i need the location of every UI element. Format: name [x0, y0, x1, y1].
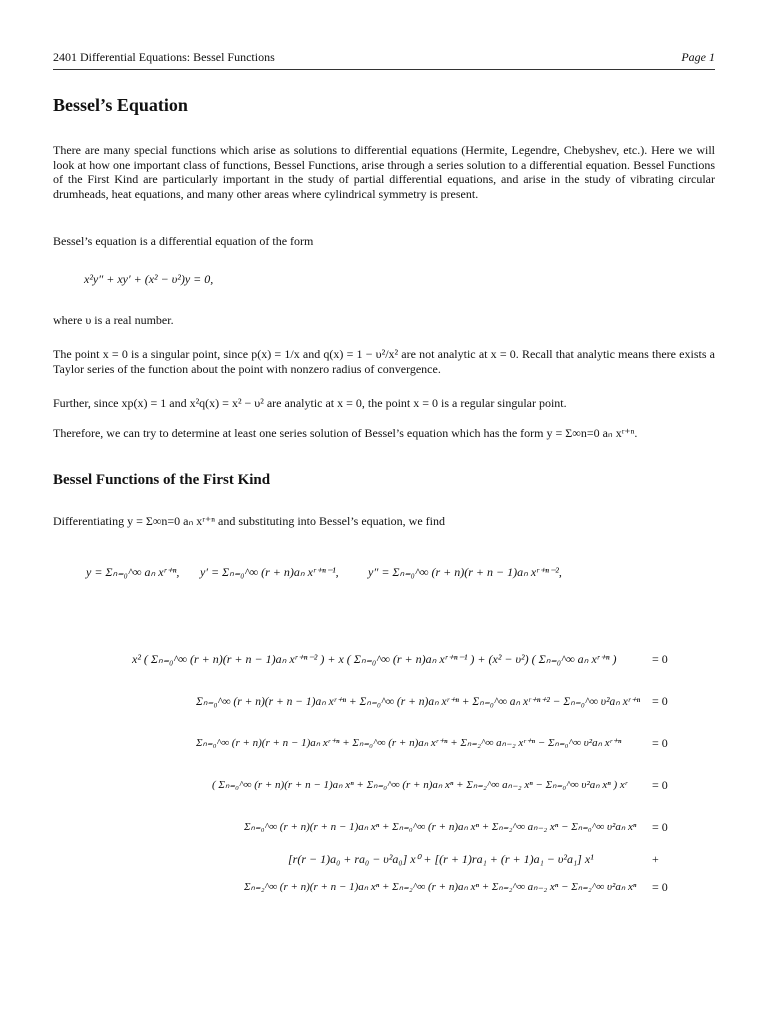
- aligned-equation-line-3: Σₙ₌₀^∞ (r + n)(r + n − 1)aₙ xʳ⁺ⁿ + Σₙ₌₀^∞ (r + n)aₙ xʳ⁺ⁿ + Σₙ₌₂^∞ aₙ₋₂ xʳ⁺ⁿ − Σₙ₌₀^∞ υ²aₙ xʳ⁺ⁿ: [196, 737, 622, 749]
- series-y-double-prime: y″ = Σₙ₌₀^∞ (r + n)(r + n − 1)aₙ xʳ⁺ⁿ⁻²,: [368, 565, 562, 579]
- series-form-paragraph: Therefore, we can try to determine at least one series solution of Bessel’s equation which has the form y = Σ∞n=0 aₙ xʳ⁺ⁿ.: [53, 426, 638, 440]
- aligned-equation-rhs-7: = 0: [652, 880, 668, 894]
- form-sentence: Bessel’s equation is a differential equation of the form: [53, 234, 314, 248]
- page-number: Page 1: [681, 50, 715, 64]
- aligned-equation-line-7: Σₙ₌₂^∞ (r + n)(r + n − 1)aₙ xⁿ + Σₙ₌₂^∞ (r + n)aₙ xⁿ + Σₙ₌₂^∞ aₙ₋₂ xⁿ − Σₙ₌₂^∞ υ²aₙ xⁿ: [244, 881, 637, 893]
- regular-singular-paragraph: Further, since xp(x) = 1 and x²q(x) = x² − υ² are analytic at x = 0, the point x = 0 is a regular singular point.: [53, 396, 567, 410]
- running-header: [53, 50, 715, 68]
- singular-point-paragraph: The point x = 0 is a singular point, since p(x) = 1/x and q(x) = 1 − υ²/x² are not analytic at x = 0. Recall that analytic means there exists a Taylor series of the function about the point with nonzero radius of convergence.: [53, 347, 715, 376]
- aligned-equation-rhs-3: = 0: [652, 736, 668, 750]
- where-sentence: where υ is a real number.: [53, 313, 174, 327]
- series-y: y = Σₙ₌₀^∞ aₙ xʳ⁺ⁿ,: [86, 565, 180, 579]
- course-title: 2401 Differential Equations: Bessel Functions: [53, 50, 275, 64]
- aligned-equation-line-1: x² ( Σₙ₌₀^∞ (r + n)(r + n − 1)aₙ xʳ⁺ⁿ⁻² ) + x ( Σₙ₌₀^∞ (r + n)aₙ xʳ⁺ⁿ⁻¹ ) + (x² − υ²) ( Σₙ₌₀^∞ aₙ xʳ⁺ⁿ ): [132, 652, 617, 666]
- bessel-equation: x²y″ + xy′ + (x² − υ²)y = 0,: [84, 272, 214, 286]
- aligned-equation-line-5: Σₙ₌₀^∞ (r + n)(r + n − 1)aₙ xⁿ + Σₙ₌₀^∞ (r + n)aₙ xⁿ + Σₙ₌₂^∞ aₙ₋₂ xⁿ − Σₙ₌₀^∞ υ²aₙ xⁿ: [244, 821, 637, 833]
- aligned-equation-line-2: Σₙ₌₀^∞ (r + n)(r + n − 1)aₙ xʳ⁺ⁿ + Σₙ₌₀^∞ (r + n)aₙ xʳ⁺ⁿ + Σₙ₌₀^∞ aₙ xʳ⁺ⁿ⁺² − Σₙ₌₀^∞ υ²aₙ xʳ⁺ⁿ: [196, 696, 641, 708]
- series-y-prime: y′ = Σₙ₌₀^∞ (r + n)aₙ xʳ⁺ⁿ⁻¹,: [200, 565, 339, 579]
- intro-paragraph: There are many special functions which arise as solutions to differential equations (Hermite, Legendre, Chebyshev, etc.). Here we will look at how one important class of functions, Bessel Functions, arise through a series solution to a differential equation. Bessel Functions of the First Kind are particularly important in the study of partial differential equations, and arise in the study of vibrating circular drumheads, heat equations, and many other areas where cylindrical symmetry is present.: [53, 143, 715, 201]
- aligned-equation-rhs-2: = 0: [652, 694, 668, 708]
- aligned-equation-line-6: [r(r − 1)a₀ + ra₀ − υ²a₀] x⁰ + [(r + 1)ra₁ + (r + 1)a₁ − υ²a₁] x¹: [288, 852, 594, 866]
- section-heading-first-kind: Bessel Functions of the First Kind: [53, 472, 271, 488]
- section-heading-bessels-equation: Bessel’s Equation: [53, 95, 188, 115]
- aligned-equation-rhs-1: = 0: [652, 652, 668, 666]
- header-rule: [53, 69, 715, 70]
- aligned-equation-line-4: ( Σₙ₌₀^∞ (r + n)(r + n − 1)aₙ xⁿ + Σₙ₌₀^∞ (r + n)aₙ xⁿ + Σₙ₌₂^∞ aₙ₋₂ xⁿ − Σₙ₌₀^∞ υ²aₙ xⁿ ) xʳ: [212, 779, 628, 791]
- aligned-equation-rhs-5: = 0: [652, 820, 668, 834]
- differentiating-paragraph: Differentiating y = Σ∞n=0 aₙ xʳ⁺ⁿ and substituting into Bessel’s equation, we find: [53, 514, 445, 528]
- aligned-equation-rhs-6: +: [652, 852, 659, 866]
- aligned-equation-rhs-4: = 0: [652, 778, 668, 792]
